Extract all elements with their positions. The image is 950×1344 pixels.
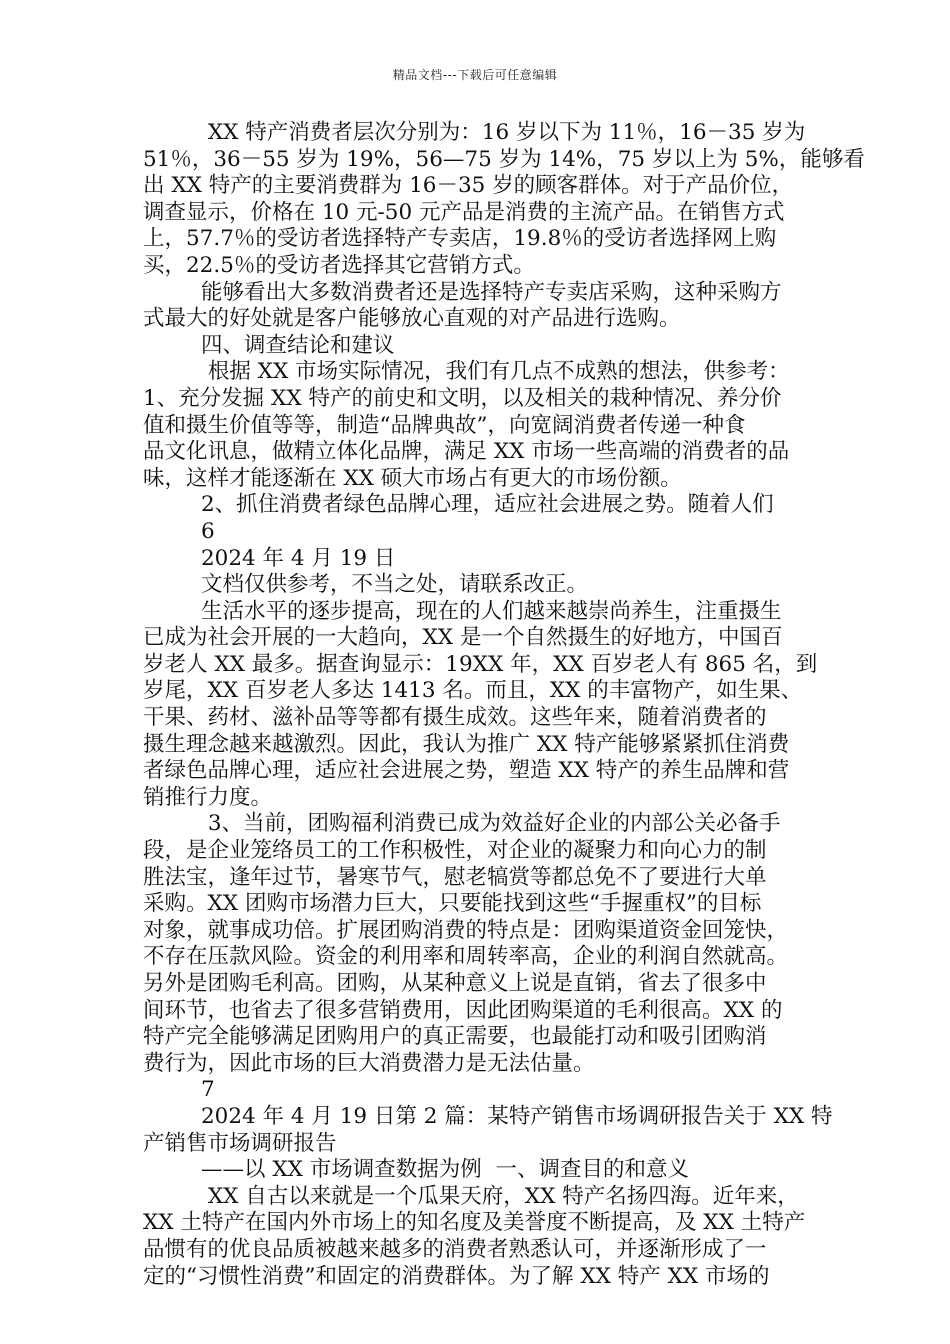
page-header: 精品文档---下载后可任意编辑 [392,68,558,82]
text-line: XX 自古以来就是一个瓜果天府，XX 特产名扬四海。近年来， [201,1183,799,1209]
text-line: 销推行力度。 [143,784,273,810]
text-line: 岁尾，XX 百岁老人多达 1413 名。而且，XX 的丰富物产，如生果、 [143,678,803,704]
text-line: 2、抓住消费者绿色品牌心理，适应社会进展之势。随着人们 [201,492,774,518]
section-heading: ——以 XX 市场调查数据为例 一、调查目的和意义 [201,1157,689,1183]
text-line: 买，22.5％的受访者选择其它营销方式。 [143,252,535,278]
text-line: 2024 年 4 月 19 日第 2 篇：某特产销售市场调研报告关于 XX 特 [201,1103,833,1129]
text-line: 段，是企业笼络员工的工作积极性，对企业的凝聚力和向心力的制 [143,838,767,864]
text-line: 已成为社会开展的一大趋向，XX 是一个自然摄生的好地方，中国百 [143,625,783,651]
page-number: 7 [201,1077,215,1103]
section-heading: 四、调查结论和建议 [201,332,395,358]
text-line: 产销售市场调研报告 [143,1130,337,1156]
text-line: 特产完全能够满足团购用户的真正需要，也最能打动和吸引团购消 [143,1024,767,1050]
text-line: 能够看出大多数消费者还是选择特产专卖店采购，这种采购方 [201,279,782,305]
date-line: 2024 年 4 月 19 日 [201,545,396,571]
text-line: 费行为，因此市场的巨大消费潜力是无法估量。 [143,1050,595,1076]
text-line: 上，57.7％的受访者选择特产专卖店，19.8％的受访者选择网上购 [143,226,777,252]
text-line: 定的“习惯性消费”和固定的消费群体。为了解 XX 特产 XX 市场的 [143,1263,770,1289]
text-line: 生活水平的逐步提高，现在的人们越来越崇尚养生，注重摄生 [201,598,782,624]
text-line: 干果、药材、滋补品等等都有摄生成效。这些年来，随着消费者的 [143,705,767,731]
text-line: 出 XX 特产的主要消费群为 16－35 岁的顾客群体。对于产品价位， [143,173,794,199]
text-line: 值和摄生价值等等，制造“品牌典故”，向宽阔消费者传递一种食 [143,412,746,438]
text-line: 采购。XX 团购市场潜力巨大，只要能找到这些“手握重权”的目标 [143,891,762,917]
document-body [143,120,865,1290]
text-line: 品文化讯息，做精立体化品牌，满足 XX 市场一些高端的消费者的品 [143,439,790,465]
text-line: 不存在压款风险。资金的利用率和周转率高，企业的利润自然就高。 [143,944,789,970]
text-line: 胜法宝，逢年过节，暑寒节气，慰老犒赏等都总免不了要进行大单 [143,864,767,890]
text-line: 文档仅供参考，不当之处，请联系改正。 [201,572,589,598]
text-line: XX 土特产在国内外市场上的知名度及美誉度不断提高，及 XX 土特产 [143,1210,806,1236]
text-line: 者绿色品牌心理，适应社会进展之势，塑造 XX 特产的养生品牌和营 [143,758,790,784]
text-line: 味，这样才能逐渐在 XX 硕大市场占有更大的市场份额。 [143,465,682,491]
text-line: XX 特产消费者层次分别为：16 岁以下为 11％，16－35 岁为 [201,120,806,145]
text-line: 摄生理念越来越激烈。因此，我认为推广 XX 特产能够紧紧抓住消费 [143,731,790,757]
text-line: 品惯有的优良品质被越来越多的消费者熟悉认可，并逐渐形成了一 [143,1236,767,1262]
text-line: 调查显示，价格在 10 元-50 元产品是消费的主流产品。在销售方式 [143,199,785,225]
text-line: 51％，36－55 岁为 19%，56—75 岁为 14%，75 岁以上为 5%，能够看 [143,146,865,172]
text-line: 另外是团购毛利高。团购，从某种意义上说是直销，省去了很多中 [143,971,767,996]
text-line: 岁老人 XX 最多。据查询显示：19XX 年，XX 百岁老人有 865 名，到 [143,651,818,677]
text-line: 3、当前，团购福利消费已成为效益好企业的内部公关必备手 [201,811,781,837]
text-line: 式最大的好处就是客户能够放心直观的对产品进行选购。 [143,306,681,332]
text-line: 对象，就事成功倍。扩展团购消费的特点是：团购渠道资金回笼快， [143,917,789,943]
text-line: 1、充分发掘 XX 特产的前史和文明，以及相关的栽种情况、养分价 [143,385,782,411]
text-line: 根据 XX 市场实际情况，我们有几点不成熟的想法，供参考： [201,359,790,385]
page-number: 6 [201,518,215,544]
text-line: 间环节，也省去了很多营销费用，因此团购渠道的毛利很高。XX 的 [143,997,783,1023]
